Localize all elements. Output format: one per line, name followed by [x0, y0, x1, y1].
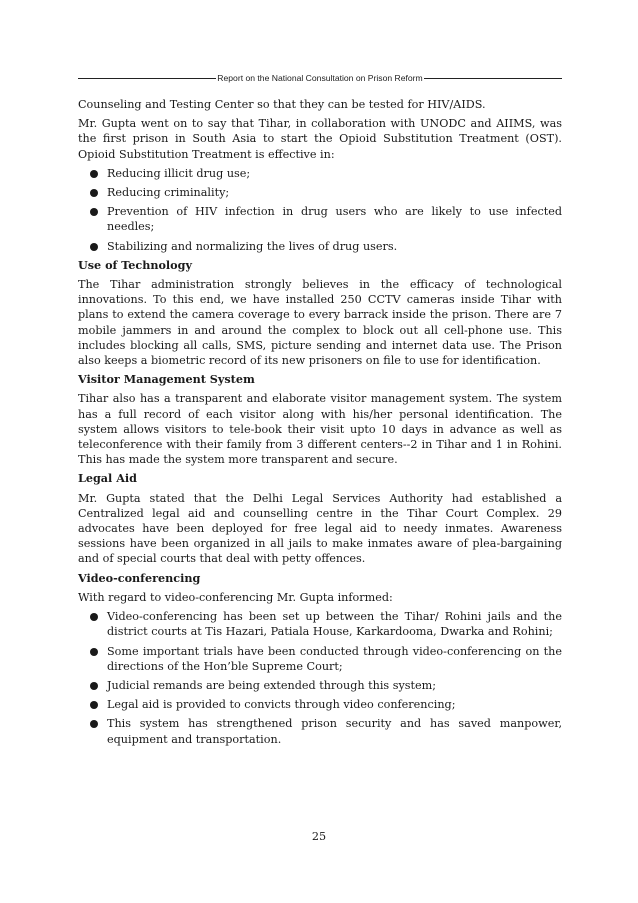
bullet-icon	[90, 648, 98, 656]
video-intro-paragraph: With regard to video-conferencing Mr. Gupta informed:	[78, 590, 393, 604]
list-item	[86, 697, 562, 712]
list-item	[86, 609, 562, 639]
list-item-text: Video-conferencing has been set up between the Tihar/ Rohini jails and the district courts at Tis Hazari, Patiala House, Karkardooma, Dwarka and Rohini;	[107, 610, 562, 639]
list-item	[86, 239, 562, 254]
bullet-icon	[90, 189, 98, 197]
list-item	[86, 678, 562, 693]
section-heading-visitor: Visitor Management System	[78, 372, 255, 387]
page-number: 25	[311, 830, 327, 843]
list-item-text: Reducing criminality;	[107, 186, 230, 200]
bullet-icon	[90, 208, 98, 216]
bullet-icon	[90, 243, 98, 251]
running-title: Report on the National Consultation on Prison Reform	[217, 73, 423, 83]
technology-paragraph: The Tihar administration strongly believes in the efficacy of technological innovations. To this end, we have installed 250 CCTV cameras inside Tihar with plans to extend the camera coverage to every barrack inside the prison. There are 7 mobile jammers in and around the complex to block out all cell-phone use. This includes blocking all calls, SMS, picture sending and internet data use. The Prison also keeps a biometric record of its new prisoners on file to use for identification.	[78, 278, 562, 368]
bullet-icon	[90, 170, 98, 178]
list-item	[86, 716, 562, 746]
list-item-text: Some important trials have been conducted through video-conferencing on the directions of the Hon’ble Supreme Court;	[107, 644, 562, 673]
list-item	[86, 644, 562, 674]
section-heading-legal-aid: Legal Aid	[78, 471, 137, 486]
ost-effects-list	[78, 166, 562, 254]
list-item-text: Judicial remands are being extended through this system;	[107, 678, 437, 692]
list-item-text: Prevention of HIV infection in drug users who are likely to use infected needles;	[107, 205, 562, 234]
page-content	[78, 97, 562, 751]
list-item-text: Stabilizing and normalizing the lives of drug users.	[107, 239, 398, 253]
bullet-icon	[90, 613, 98, 621]
bullet-icon	[90, 701, 98, 709]
header-rule-right	[424, 78, 562, 79]
section-heading-video: Video-conferencing	[78, 570, 201, 585]
section-heading-technology: Use of Technology	[78, 257, 192, 272]
list-item	[86, 204, 562, 234]
list-item-text: This system has strengthened prison security and has saved manpower, equipment and transportation.	[107, 717, 562, 746]
header-rule-left	[78, 78, 216, 79]
legal-aid-paragraph: Mr. Gupta stated that the Delhi Legal Services Authority had established a Centralized legal aid and counselling centre in the Tihar Court Complex. 29 advocates have been deployed for free legal aid to needy inmates. Awareness sessions have been organized in all jails to make inmates aware of plea-bargaining and of special courts that deal with petty offences.	[78, 491, 562, 566]
bullet-icon	[90, 720, 98, 728]
list-item	[86, 166, 562, 181]
video-conferencing-list	[78, 609, 562, 747]
visitor-paragraph: Tihar also has a transparent and elaborate visitor management system. The system has a full record of each visitor along with his/her personal identification. The system allows visitors to tele-book their visit upto 10 days in advance as well as teleconference with their family from 3 different centers--2 in Tihar and 1 in Rohini. This has made the system more transparent and secure.	[78, 392, 562, 467]
intro-paragraph-1: Counseling and Testing Center so that they can be tested for HIV/AIDS.	[78, 98, 486, 111]
list-item	[86, 185, 562, 200]
running-header	[78, 71, 562, 85]
list-item-text: Reducing illicit drug use;	[107, 166, 251, 180]
intro-paragraph-2: Mr. Gupta went on to say that Tihar, in collaboration with UNODC and AIIMS, was the first prison in South Asia to start the Opioid Substitution Treatment (OST). Opioid Substitution Treatment is effective in:	[78, 117, 562, 161]
bullet-icon	[90, 682, 98, 690]
list-item-text: Legal aid is provided to convicts through video conferencing;	[107, 698, 456, 712]
